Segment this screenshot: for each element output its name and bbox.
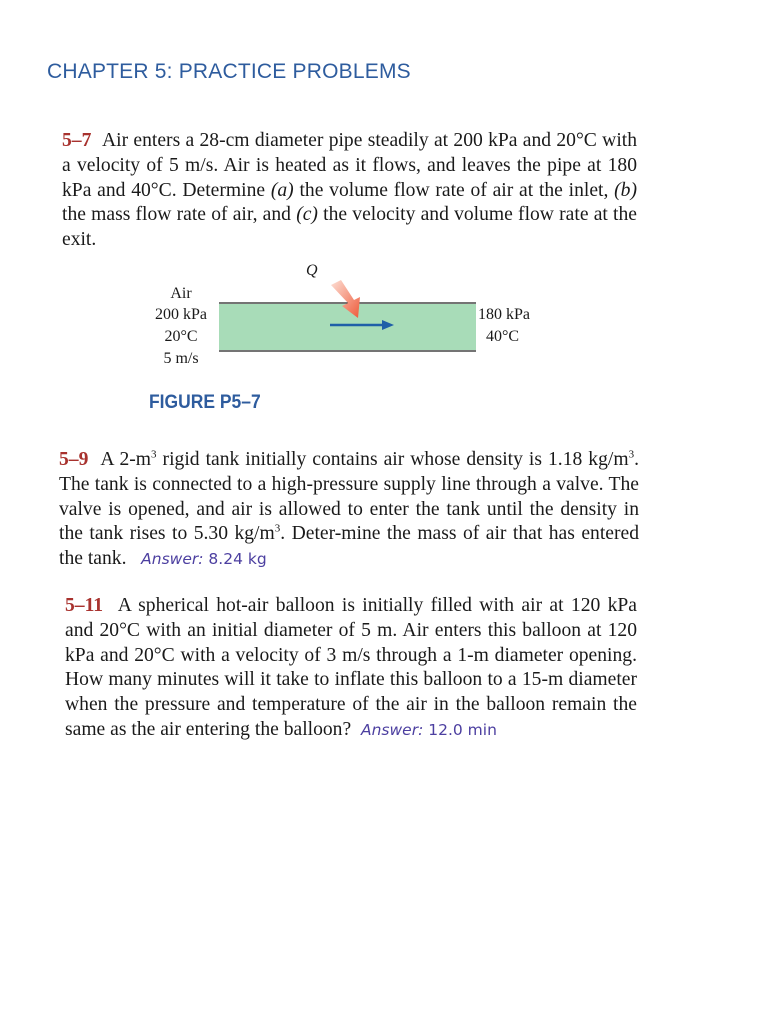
problem-text: Air enters a 28-cm diameter pipe steadily at 200 kPa and 20°C with a velocity of 5 m/s. Air is heated as it flows, and leaves the pipe at 180 kPa and 40°C. Determine [62,130,638,201]
inlet-label-velocity: 5 m/s [163,350,199,367]
part-b-text: the mass flow rate of air, and [62,204,297,226]
problem-text: . The tank is connected to a high-pressure supply line through a valve. The valve is opened, and air is allowed to enter the tank until the density in the tank rises to 5.30 kg/m [59,449,639,545]
heat-arrow-icon [331,280,360,318]
problem-5-9 [59,448,639,572]
answer-value: 12.0 min [428,720,497,739]
exponent: 3 [628,448,635,461]
answer-label: Answer: [141,550,204,569]
problem-text: . Deter-mine the mass of air that has entered the tank. [59,523,639,570]
flow-arrow-icon [330,320,394,330]
chapter-heading: CHAPTER 5: PRACTICE PROBLEMS [47,60,411,83]
part-c-text: the velocity and volume flow rate at the exit. [62,204,637,251]
part-a-text: the volume flow rate of air at the inlet, [293,179,615,201]
figure-caption: FIGURE P5–7 [149,392,261,413]
answer [361,721,497,739]
inlet-label-air: Air [170,285,192,302]
part-a-label: (a) [270,179,294,201]
problem-number: 5–9 [59,449,89,470]
pipe-body [219,304,476,350]
problem-number: 5–7 [62,130,92,151]
outlet-label-pressure: 180 kPa [478,306,530,323]
problem-5-7 [62,129,637,253]
answer-value: 8.24 kg [208,550,267,569]
problem-5-11 [65,594,637,743]
inlet-label-pressure: 200 kPa [155,306,207,323]
problem-text: A 2-m [100,449,152,470]
outlet-label-temperature: 40°C [486,328,520,345]
inlet-label-temperature: 20°C [164,328,198,345]
problem-text: rigid tank initially contains air whose density is 1.18 kg/m [156,449,629,470]
part-c-label: (c) [296,204,318,226]
part-b-label: (b) [614,179,637,201]
problem-number: 5–11 [65,595,104,616]
answer-label: Answer: [360,720,424,739]
answer [141,550,267,568]
problem-text: A spherical hot-air balloon is initially filled with air at 120 kPa and 20°C with an initial diameter of 5 m. Air enters this balloon at 120 kPa and 20°C with a velocity of 3 m/s through a 1-m diameter opening. How many minutes will it take to inflate this balloon to a 15-m diameter when the pressure and temperature of the air in the balloon remain the same as the air entering the balloon? [65,595,638,740]
exponent: 3 [274,522,281,535]
exponent: 3 [151,448,157,461]
heat-label: Q [306,262,318,279]
